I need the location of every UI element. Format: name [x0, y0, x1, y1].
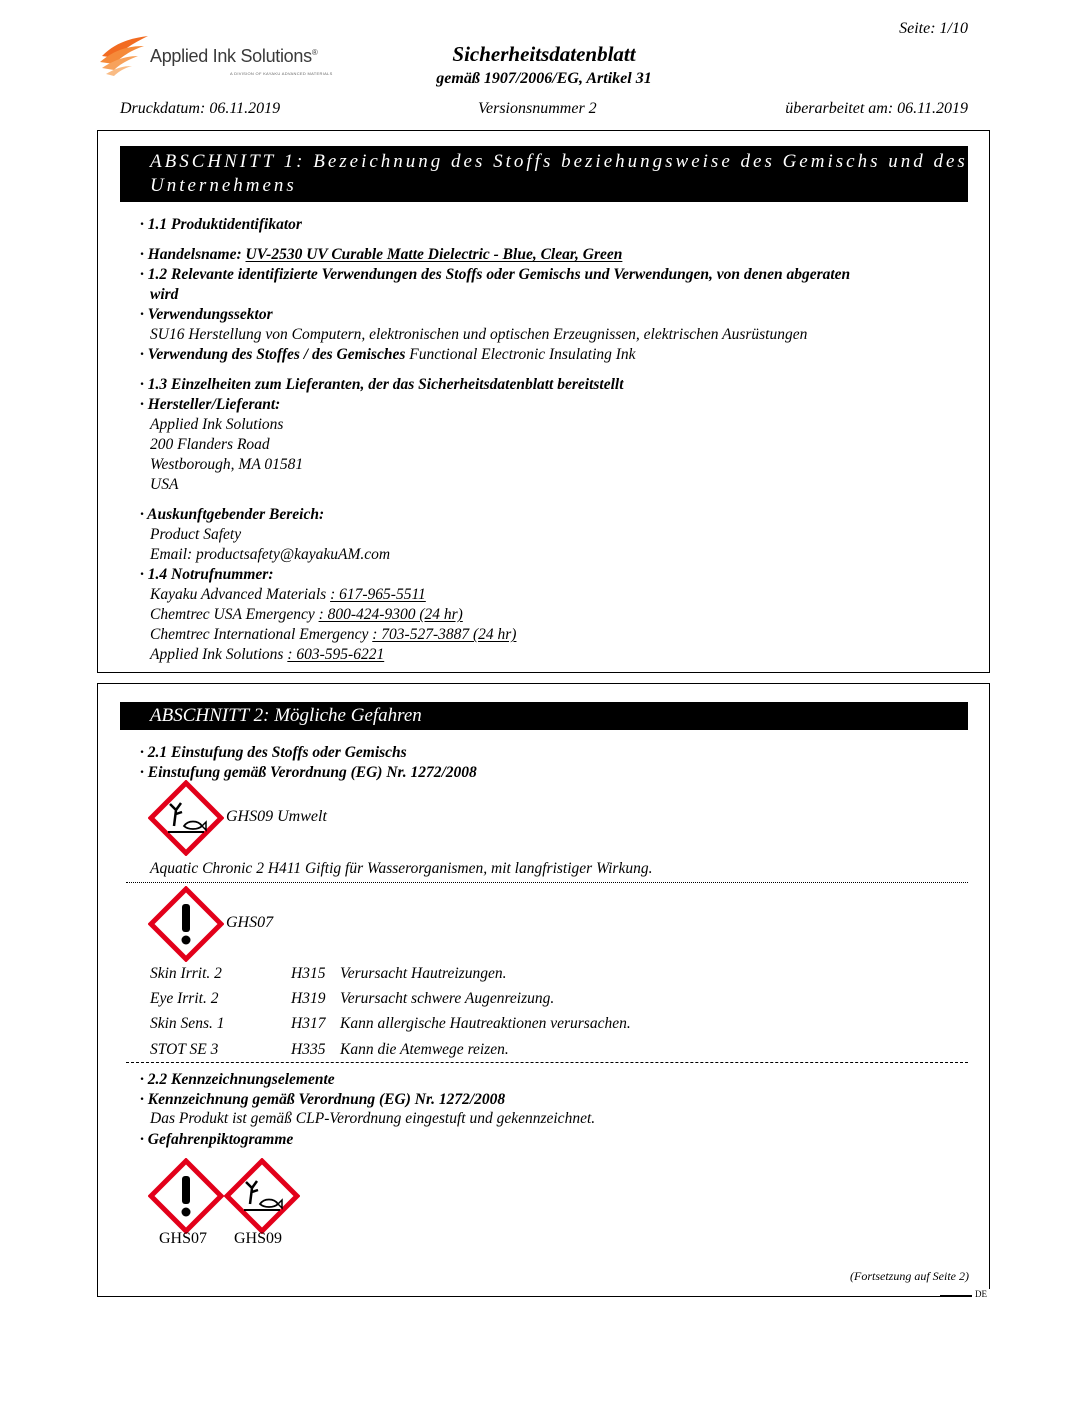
hazard-code: H335 [291, 1041, 326, 1058]
emergency-name: Kayaku Advanced Materials [150, 586, 331, 603]
emergency-name: Applied Ink Solutions [150, 646, 288, 663]
hazard-text: Kann die Atemwege reizen. [340, 1041, 509, 1058]
relevant-uses-heading-cont: wird [150, 286, 179, 303]
info-email[interactable]: Email: productsafety@kayakuAM.com [150, 546, 391, 563]
trade-name-label: · Handelsname: [140, 246, 242, 263]
emergency-line [150, 605, 463, 625]
dashed-divider [126, 1062, 968, 1063]
section-1-box [97, 130, 990, 673]
product-identifier-heading: · 1.1 Produktidentifikator [140, 216, 302, 233]
document-meta [120, 100, 968, 120]
use-line [140, 345, 636, 365]
hazard-text: Kann allergische Hautreaktionen verursachen. [340, 1015, 631, 1032]
sector-label: · Verwendungssektor [140, 306, 273, 323]
document-title: Sicherheitsdatenblatt [452, 42, 636, 66]
label-elements-heading: · 2.2 Kennzeichnungselemente [140, 1071, 335, 1088]
hazard-class: STOT SE 3 [150, 1041, 219, 1058]
address-line: Applied Ink Solutions [150, 416, 284, 433]
hazard-code: H317 [291, 1015, 326, 1032]
emergency-number[interactable]: : 703-527-3887 (24 hr) [372, 626, 517, 643]
manufacturer-label: · Hersteller/Lieferant: [140, 396, 281, 413]
ghs07-exclamation-icon [148, 886, 224, 962]
emergency-number[interactable]: : 800-424-9300 (24 hr) [318, 606, 463, 623]
emergency-line [150, 645, 384, 665]
hazard-code: H315 [291, 965, 326, 982]
pictograms-heading: · Gefahrenpiktogramme [140, 1131, 294, 1148]
pictogram-caption: GHS09 [234, 1230, 283, 1247]
hazard-code: H319 [291, 990, 326, 1007]
classification-regulation: · Einstufung gemäß Verordnung (EG) Nr. 1272/2008 [140, 764, 477, 781]
emergency-heading: · 1.4 Notrufnummer: [140, 566, 274, 583]
trade-name-value: UV-2530 UV Curable Matte Dielectric - Blue, Clear, Green [245, 246, 623, 263]
labelling-regulation: · Kennzeichnung gemäß Verordnung (EG) Nr. 1272/2008 [140, 1091, 506, 1108]
hazard-text: Verursacht schwere Augenreizung. [340, 990, 555, 1007]
version-number: Versionsnummer 2 [478, 100, 597, 117]
hazard-text: Verursacht Hautreizungen. [340, 965, 507, 982]
ghs09-environment-icon [224, 1158, 300, 1234]
labelling-text: Das Produkt ist gemäß CLP-Verordnung eingestuft und gekennzeichnet. [150, 1110, 596, 1127]
hazard-class: Eye Irrit. 2 [150, 990, 219, 1007]
emergency-line [150, 585, 426, 605]
logo-text: Applied Ink Solutions® [150, 46, 318, 66]
section-1-title-line-1: ABSCHNITT 1: Bezeichnung des Stoffs beziehungsweise des Gemischs und des [150, 151, 968, 172]
logo-subtext: A DIVISION OF KAYAKU ADVANCED MATERIALS [230, 71, 333, 76]
document-subtitle: gemäß 1907/2006/EG, Artikel 31 [436, 70, 652, 87]
aquatic-classification: Aquatic Chronic 2 H411 Giftig für Wasserorganismen, mit langfristiger Wirkung. [150, 860, 653, 877]
ghs07-exclamation-icon [148, 1158, 224, 1234]
info-label: · Auskunftgebender Bereich: [140, 506, 325, 523]
revised-date: überarbeitet am: 06.11.2019 [785, 100, 968, 117]
emergency-number[interactable]: : 617-965-5511 [330, 586, 426, 603]
section-1-title-line-2: Unternehmens [150, 175, 297, 196]
info-line: Product Safety [150, 526, 242, 543]
trade-name-line [140, 245, 622, 265]
ghs09-environment-icon [148, 780, 224, 856]
emergency-name: Chemtrec International Emergency [150, 626, 373, 643]
emergency-name: Chemtrec USA Emergency [150, 606, 319, 623]
supplier-heading: · 1.3 Einzelheiten zum Lieferanten, der das Sicherheitsdatenblatt bereitstellt [140, 376, 624, 393]
continued-note: (Fortsetzung auf Seite 2) [850, 1269, 969, 1283]
pictogram-caption: GHS07 [159, 1230, 208, 1247]
section-1-title [120, 146, 968, 202]
ghs07-label: GHS07 [226, 914, 274, 931]
section-2-title: ABSCHNITT 2: Mögliche Gefahren [120, 702, 968, 730]
section-2-box [97, 683, 990, 1297]
ghs09-label: GHS09 Umwelt [226, 808, 327, 825]
emergency-number[interactable]: : 603-595-6221 [287, 646, 385, 663]
language-code: DE [972, 1289, 990, 1299]
classification-heading: · 2.1 Einstufung des Stoffs oder Gemischs [140, 744, 407, 761]
relevant-uses-heading: · 1.2 Relevante identifizierte Verwendungen des Stoffs oder Gemischs und Verwendungen, von denen abgeraten [140, 266, 851, 283]
address-line: USA [150, 476, 179, 493]
page-number: Seite: 1/10 [899, 20, 968, 37]
hazard-class: Skin Sens. 1 [150, 1015, 225, 1032]
sector-value: SU16 Herstellung von Computern, elektronischen und optischen Erzeugnissen, elektrischen Ausrüstungen [150, 326, 808, 343]
use-label: · Verwendung des Stoffes / des Gemisches [140, 346, 406, 363]
print-date: Druckdatum: 06.11.2019 [120, 100, 281, 117]
use-value: Functional Electronic Insulating Ink [409, 346, 636, 363]
emergency-line [150, 625, 516, 645]
address-line: 200 Flanders Road [150, 436, 270, 453]
hazard-class: Skin Irrit. 2 [150, 965, 222, 982]
address-line: Westborough, MA 01581 [150, 456, 304, 473]
dotted-divider [126, 882, 968, 883]
